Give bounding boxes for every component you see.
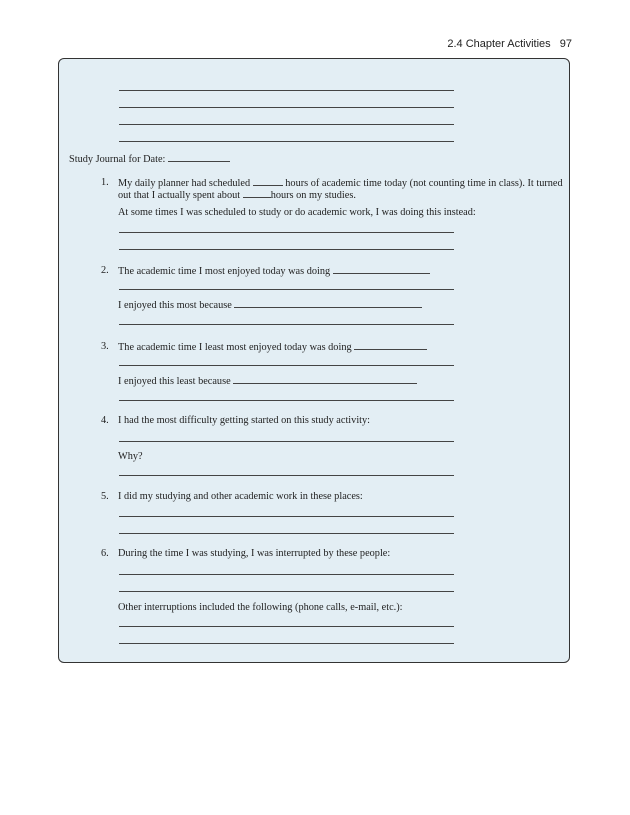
item-number: 3. [101, 341, 109, 352]
answer-line[interactable] [119, 574, 454, 575]
item-4-prompt: I had the most difficulty getting started on this study activity: [118, 415, 371, 426]
item-number: 2. [101, 265, 109, 276]
item-1-followup: At some times I was scheduled to study or do academic work, I was doing this instead: [118, 207, 476, 218]
most-because-blank[interactable] [234, 298, 422, 308]
answer-line[interactable] [119, 400, 454, 401]
journal-title: Study Journal for Date: [69, 154, 166, 165]
answer-line[interactable] [119, 365, 454, 366]
date-blank[interactable] [168, 152, 230, 162]
actual-hours-blank[interactable] [243, 188, 271, 198]
item-3-line-2 [118, 374, 417, 388]
answer-line[interactable] [119, 141, 454, 142]
answer-line[interactable] [119, 475, 454, 476]
answer-line[interactable] [119, 289, 454, 290]
item-1-text-b: hours of academic time today (not counting time in class). It turned [285, 178, 563, 189]
answer-line[interactable] [119, 90, 454, 91]
least-enjoyed-blank[interactable] [354, 340, 427, 350]
answer-line[interactable] [119, 533, 454, 534]
item-3-line-1 [118, 340, 427, 354]
item-2-followup: I enjoyed this most because [118, 300, 232, 311]
item-number: 1. [101, 177, 109, 188]
least-because-blank[interactable] [233, 374, 417, 384]
item-number: 6. [101, 548, 109, 559]
answer-line[interactable] [119, 249, 454, 250]
answer-line[interactable] [119, 516, 454, 517]
item-number: 4. [101, 415, 109, 426]
item-2-line-1 [118, 264, 430, 278]
answer-line[interactable] [119, 124, 454, 125]
item-5-prompt: I did my studying and other academic work in these places: [118, 491, 363, 502]
item-6-prompt: During the time I was studying, I was interrupted by these people: [118, 548, 391, 559]
item-6-followup: Other interruptions included the following (phone calls, e-mail, etc.): [118, 602, 403, 613]
scheduled-hours-blank[interactable] [253, 176, 283, 186]
answer-line[interactable] [119, 643, 454, 644]
answer-line[interactable] [119, 441, 454, 442]
item-1-line-2 [118, 188, 356, 202]
item-1-text-c: out that I actually spent about [118, 190, 241, 201]
journal-date-label [69, 152, 230, 166]
most-enjoyed-blank[interactable] [333, 264, 430, 274]
page-number: 97 [559, 38, 572, 50]
running-head [447, 38, 572, 50]
item-4-followup: Why? [118, 451, 143, 462]
answer-line[interactable] [119, 591, 454, 592]
answer-line[interactable] [119, 324, 454, 325]
item-3-followup: I enjoyed this least because [118, 376, 231, 387]
answer-line[interactable] [119, 232, 454, 233]
answer-line[interactable] [119, 626, 454, 627]
item-3-prompt: The academic time I least most enjoyed today was doing [118, 342, 352, 353]
item-2-line-2 [118, 298, 422, 312]
item-1-text-a: My daily planner had scheduled [118, 178, 251, 189]
item-number: 5. [101, 491, 109, 502]
section-title: 2.4 Chapter Activities [447, 38, 551, 50]
answer-line[interactable] [119, 107, 454, 108]
journal-box [58, 58, 570, 663]
item-1-text-d: hours on my studies. [270, 190, 356, 201]
item-2-prompt: The academic time I most enjoyed today was doing [118, 266, 331, 277]
